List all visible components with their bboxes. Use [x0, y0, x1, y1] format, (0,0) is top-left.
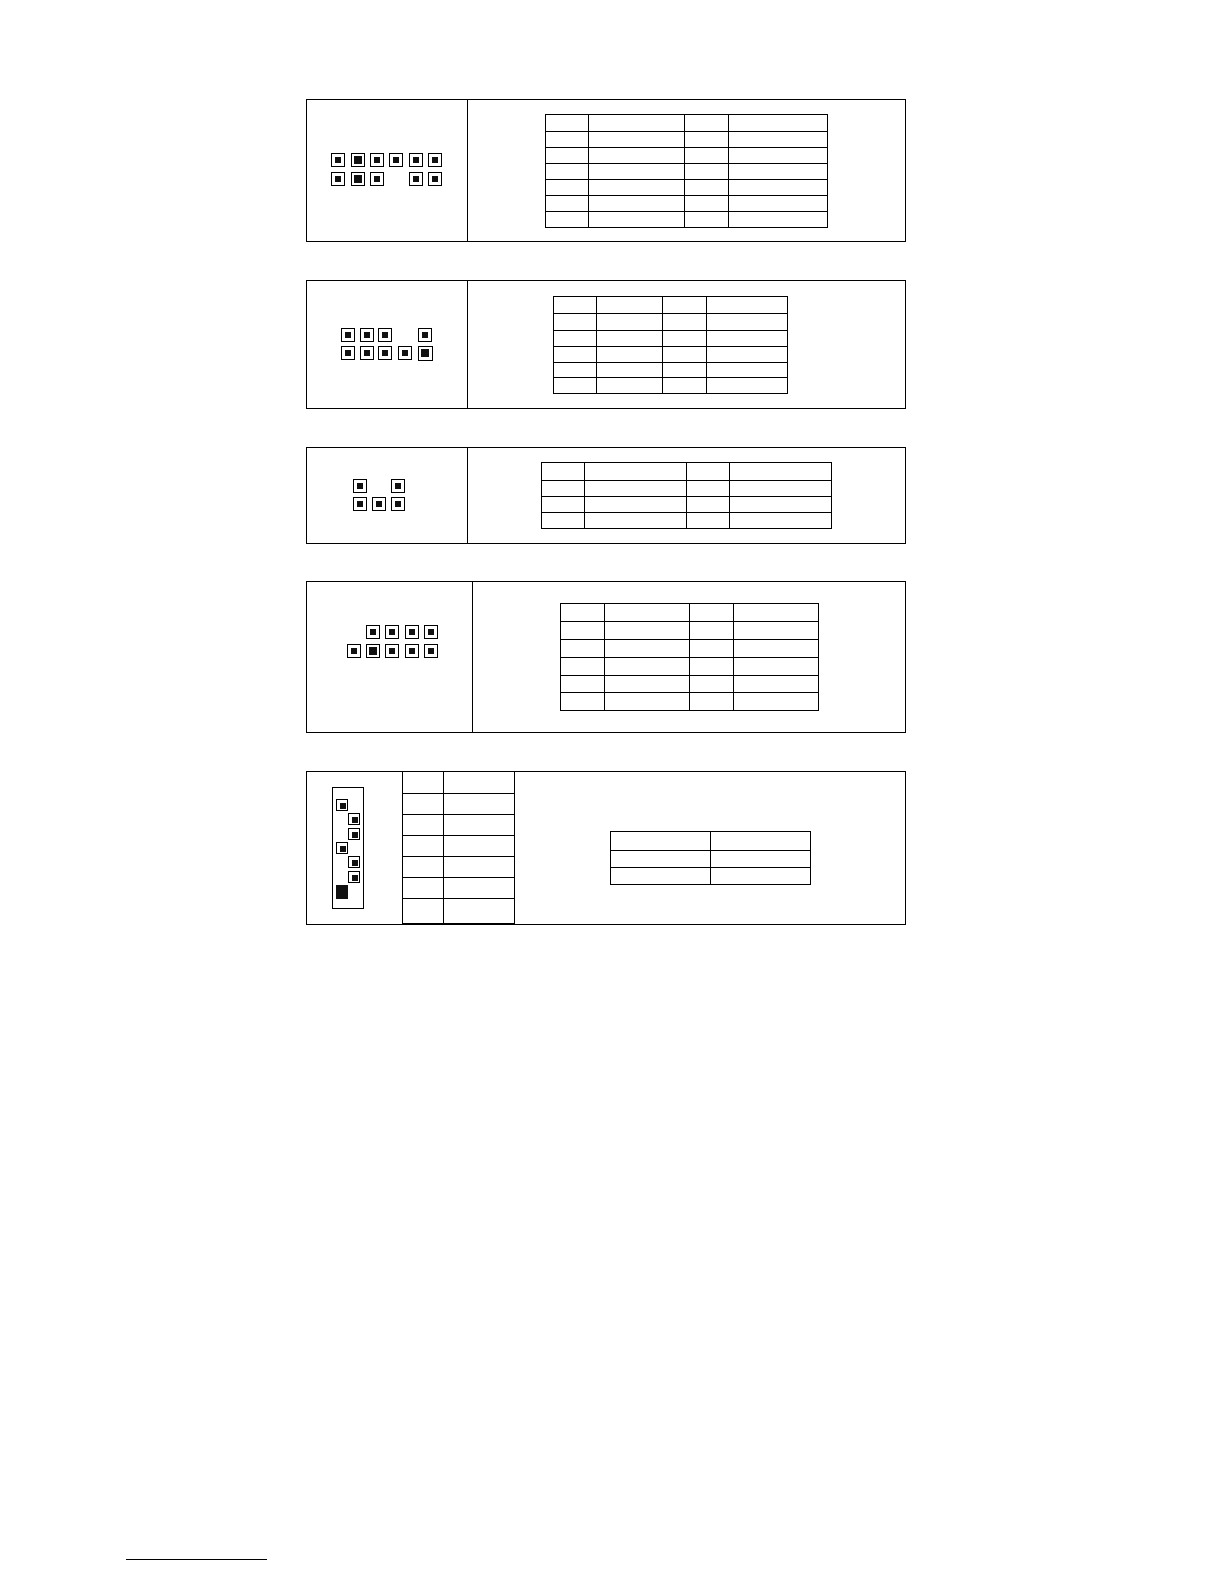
pin [348, 828, 360, 840]
table-row [403, 857, 515, 878]
pin [391, 497, 405, 511]
block-divider [467, 281, 468, 408]
connector-block-2 [306, 280, 906, 409]
table-row [561, 604, 819, 622]
table-row [561, 693, 819, 711]
pin [389, 153, 403, 167]
pin-assignment-table [560, 603, 819, 711]
pin [331, 153, 345, 167]
pin [348, 813, 360, 825]
vertical-pin-header [332, 787, 364, 909]
pin [385, 625, 399, 639]
table-row [554, 314, 788, 331]
pin [353, 479, 367, 493]
pin [409, 153, 423, 167]
pin-1-marker [336, 885, 348, 899]
function-table [610, 831, 811, 885]
pin [348, 856, 360, 868]
table-row [546, 164, 828, 180]
table-row [403, 815, 515, 836]
pin [391, 479, 405, 493]
table-row [403, 878, 515, 899]
pin [366, 625, 380, 639]
table-row [561, 622, 819, 640]
table-row [546, 180, 828, 196]
pin [409, 172, 423, 186]
connector-block-1 [306, 99, 906, 242]
table-row [611, 832, 811, 851]
pin [378, 346, 392, 360]
pin [347, 644, 361, 658]
pin-assignment-table [545, 114, 828, 228]
pin [372, 497, 386, 511]
pin [331, 172, 345, 186]
pin [341, 328, 355, 342]
pin [336, 799, 348, 811]
table-row [554, 363, 788, 378]
block-divider [472, 582, 473, 732]
pin [418, 328, 432, 342]
table-row [542, 513, 832, 529]
table-row [546, 212, 828, 228]
pin [360, 328, 374, 342]
table-row [546, 132, 828, 148]
pin [351, 153, 365, 167]
connector-block-4 [306, 581, 906, 733]
pin [428, 153, 442, 167]
pin [360, 346, 374, 360]
pin [405, 644, 419, 658]
table-row [546, 115, 828, 132]
pin [341, 346, 355, 360]
pin [398, 346, 412, 360]
pin [370, 172, 384, 186]
pin [428, 172, 442, 186]
pin-assignment-table [541, 462, 832, 529]
table-row [561, 658, 819, 676]
pin [424, 625, 438, 639]
block-divider [467, 100, 468, 241]
connector-block-5 [306, 771, 906, 925]
table-row [546, 148, 828, 164]
block-divider [467, 448, 468, 543]
table-row [403, 794, 515, 815]
connector-block-3 [306, 447, 906, 544]
pin [348, 871, 360, 883]
table-row [542, 463, 832, 481]
pin-assignment-table [553, 296, 788, 394]
pin [378, 328, 392, 342]
pin [370, 153, 384, 167]
table-row [403, 899, 515, 924]
table-row [554, 378, 788, 394]
pin [353, 497, 367, 511]
table-row [542, 497, 832, 513]
footnote-separator [126, 1559, 267, 1560]
table-row [561, 640, 819, 658]
table-row [561, 676, 819, 693]
pin [366, 644, 380, 658]
table-row [554, 347, 788, 363]
pin [424, 644, 438, 658]
table-row [554, 297, 788, 314]
table-row [611, 868, 811, 885]
pin [405, 625, 419, 639]
table-row [554, 331, 788, 347]
pin [385, 644, 399, 658]
table-row [403, 836, 515, 857]
table-row [546, 196, 828, 212]
table-row [542, 481, 832, 497]
pin [418, 346, 433, 361]
table-row [403, 772, 515, 794]
pin-assignment-table [402, 771, 515, 924]
table-row [611, 851, 811, 868]
pin [336, 842, 348, 854]
pin [351, 172, 365, 186]
